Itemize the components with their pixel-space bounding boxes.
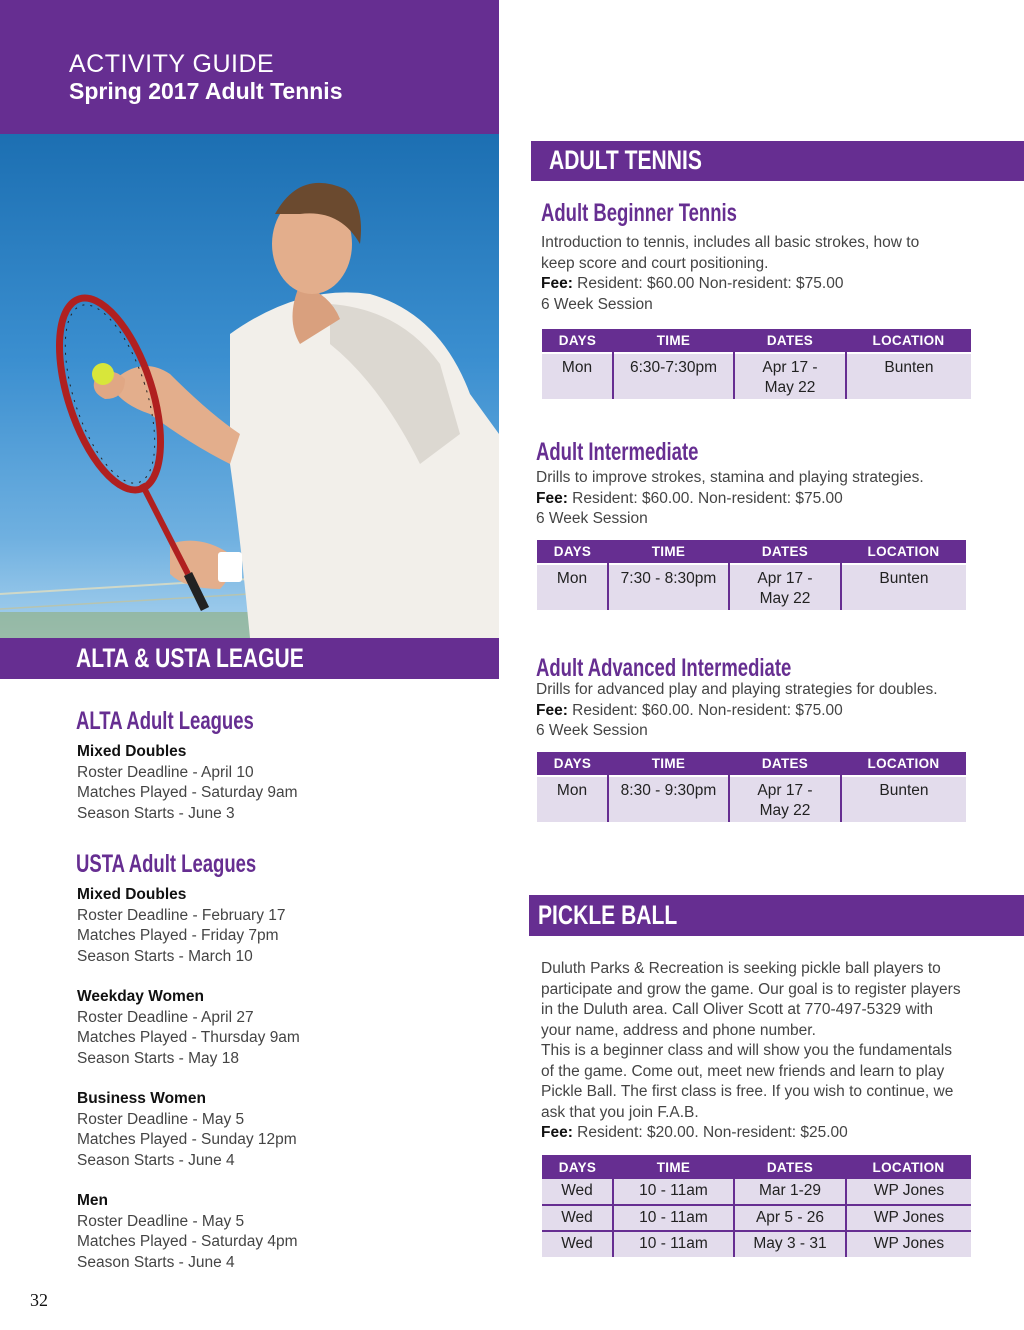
dates-cell (734, 353, 846, 399)
fee-label: Fee: (536, 489, 568, 507)
column-header: LOCATION (841, 752, 966, 776)
column-header: DAYS (542, 1155, 613, 1179)
dates-cell (729, 564, 841, 610)
column-header: TIME (613, 1155, 734, 1179)
column-header: TIME (608, 752, 729, 776)
program-title: Adult Advanced Intermediate (536, 654, 792, 682)
dates-cell: Mar 1-29 (734, 1179, 846, 1205)
guide-label: ACTIVITY GUIDE (69, 50, 275, 78)
schedule-table (537, 540, 966, 610)
league-line: Roster Deadline - April 27 (77, 1008, 254, 1026)
fee-line (536, 489, 924, 510)
description-line: Duluth Parks & Recreation is seeking pickle ball players to (541, 960, 941, 977)
tennis-player-photo (0, 134, 499, 638)
program-title: Adult Beginner Tennis (541, 199, 737, 227)
dates-end: May 22 (764, 379, 816, 396)
day-cell: Mon (537, 776, 608, 822)
header-banner (0, 0, 499, 134)
page-number: 32 (30, 1290, 48, 1310)
table-row (542, 1231, 971, 1257)
column-header: DAYS (537, 752, 608, 776)
location-cell: WP Jones (846, 1179, 971, 1205)
league-name: Weekday Women (77, 988, 204, 1005)
day-cell: Wed (542, 1231, 613, 1257)
description-line: of the game. Come out, meet new friends and learn to play (541, 1062, 945, 1080)
location-cell: Bunten (841, 564, 966, 610)
program-description (536, 468, 924, 530)
location-cell: Bunten (841, 776, 966, 822)
alta-usta-section-title: ALTA & USTA LEAGUE (76, 643, 304, 673)
usta-men-block (77, 1191, 298, 1273)
column-header: DATES (729, 540, 841, 564)
fee-line (541, 1123, 961, 1144)
dates-start: Apr 17 - (757, 782, 813, 799)
column-header: LOCATION (841, 540, 966, 564)
location-cell: WP Jones (846, 1205, 971, 1231)
dates-cell: May 3 - 31 (734, 1231, 846, 1257)
dates-cell (729, 776, 841, 822)
fee-value: Resident: $20.00. Non-resident: $25.00 (572, 1124, 848, 1141)
league-line: Season Starts - June 3 (77, 804, 235, 822)
fee-label: Fee: (541, 1124, 573, 1141)
league-line: Season Starts - March 10 (77, 947, 253, 965)
table-row (542, 1179, 971, 1205)
time-cell: 8:30 - 9:30pm (608, 776, 729, 822)
description-line: ask that you join F.A.B. (541, 1103, 699, 1121)
table-row (537, 776, 966, 822)
league-line: Roster Deadline - February 17 (77, 906, 286, 924)
fee-label: Fee: (541, 275, 573, 292)
table-header-row (542, 1155, 971, 1179)
usta-mixed-doubles-block (77, 885, 286, 967)
day-cell: Wed (542, 1205, 613, 1231)
fee-value: Resident: $60.00 Non-resident: $75.00 (572, 275, 844, 292)
session-length: 6 Week Session (536, 510, 648, 527)
program-description (536, 680, 938, 742)
session-length: 6 Week Session (536, 722, 648, 739)
fee-line (536, 701, 938, 722)
day-cell: Mon (542, 353, 613, 399)
description-line: Drills for advanced play and playing strategies for doubles. (536, 681, 938, 698)
tennis-player-illustration (0, 134, 499, 638)
adult-tennis-section-title: ADULT TENNIS (549, 145, 702, 175)
day-cell: Wed (542, 1179, 613, 1205)
alta-leagues-heading: ALTA Adult Leagues (76, 707, 254, 735)
dates-cell: Apr 5 - 26 (734, 1205, 846, 1231)
location-cell: WP Jones (846, 1231, 971, 1257)
location-cell: Bunten (846, 353, 971, 399)
dates-end: May 22 (759, 802, 811, 819)
table-header-row (537, 540, 966, 564)
column-header: DATES (734, 329, 846, 353)
description-line: Pickle Ball. The first class is free. If you wish to continue, we (541, 1083, 954, 1100)
league-line: Season Starts - June 4 (77, 1151, 235, 1169)
league-line: Season Starts - May 18 (77, 1049, 239, 1067)
usta-weekday-women-block (77, 987, 300, 1069)
description-line: Drills to improve strokes, stamina and playing strategies. (536, 469, 924, 486)
program-title: Adult Intermediate (536, 438, 699, 466)
league-name: Business Women (77, 1090, 206, 1107)
column-header: DATES (734, 1155, 846, 1179)
league-name: Mixed Doubles (77, 886, 187, 903)
dates-end: May 22 (759, 590, 811, 607)
fee-line (541, 274, 919, 295)
pickle-ball-section-bar (529, 895, 1024, 936)
description-line: Introduction to tennis, includes all basic strokes, how to (541, 234, 920, 251)
column-header: TIME (608, 540, 729, 564)
table-header-row (542, 329, 971, 353)
usta-business-women-block (77, 1089, 297, 1171)
league-line: Season Starts - June 4 (77, 1253, 235, 1271)
table-header-row (537, 752, 966, 776)
pickle-ball-section-title: PICKLE BALL (538, 900, 678, 930)
time-cell: 7:30 - 8:30pm (608, 564, 729, 610)
schedule-table (537, 752, 966, 822)
alta-usta-section-bar (0, 638, 499, 679)
time-cell: 6:30-7:30pm (613, 353, 734, 399)
time-cell: 10 - 11am (613, 1179, 734, 1205)
pickle-ball-description (541, 959, 961, 1144)
description-line: participate and grow the game. Our goal is to register players (541, 980, 961, 998)
alta-mixed-doubles-block (77, 742, 298, 824)
description-line: This is a beginner class and will show you the fundamentals (541, 1042, 952, 1059)
league-line: Matches Played - Saturday 4pm (77, 1233, 298, 1250)
league-line: Matches Played - Thursday 9am (77, 1029, 300, 1046)
time-cell: 10 - 11am (613, 1231, 734, 1257)
column-header: TIME (613, 329, 734, 353)
column-header: LOCATION (846, 1155, 971, 1179)
page-subtitle: Spring 2017 Adult Tennis (69, 78, 343, 104)
adult-tennis-section-bar (531, 141, 1024, 181)
description-line: keep score and court positioning. (541, 254, 769, 272)
fee-label: Fee: (536, 701, 568, 719)
column-header: LOCATION (846, 329, 971, 353)
day-cell: Mon (537, 564, 608, 610)
table-row (542, 1205, 971, 1231)
league-name: Men (77, 1192, 108, 1209)
time-cell: 10 - 11am (613, 1205, 734, 1231)
fee-value: Resident: $60.00. Non-resident: $75.00 (567, 489, 843, 507)
league-line: Matches Played - Saturday 9am (77, 784, 298, 801)
column-header: DAYS (537, 540, 608, 564)
schedule-table (542, 329, 971, 399)
league-line: Roster Deadline - April 10 (77, 763, 254, 781)
league-line: Roster Deadline - May 5 (77, 1110, 245, 1128)
program-description (541, 233, 919, 315)
league-name: Mixed Doubles (77, 743, 187, 760)
table-row (537, 564, 966, 610)
league-line: Matches Played - Sunday 12pm (77, 1131, 297, 1148)
column-header: DAYS (542, 329, 613, 353)
pickle-ball-schedule-table (542, 1155, 971, 1257)
dates-start: Apr 17 - (757, 570, 813, 587)
column-header: DATES (729, 752, 841, 776)
table-row (542, 353, 971, 399)
dates-start: Apr 17 - (762, 359, 818, 376)
league-line: Roster Deadline - May 5 (77, 1212, 245, 1230)
usta-leagues-heading: USTA Adult Leagues (76, 850, 257, 878)
description-line: your name, address and phone number. (541, 1021, 816, 1039)
league-line: Matches Played - Friday 7pm (77, 927, 279, 944)
description-line: in the Duluth area. Call Oliver Scott at 770-497-5329 with (541, 1001, 934, 1018)
session-length: 6 Week Session (541, 295, 653, 313)
fee-value: Resident: $60.00. Non-resident: $75.00 (567, 701, 843, 719)
